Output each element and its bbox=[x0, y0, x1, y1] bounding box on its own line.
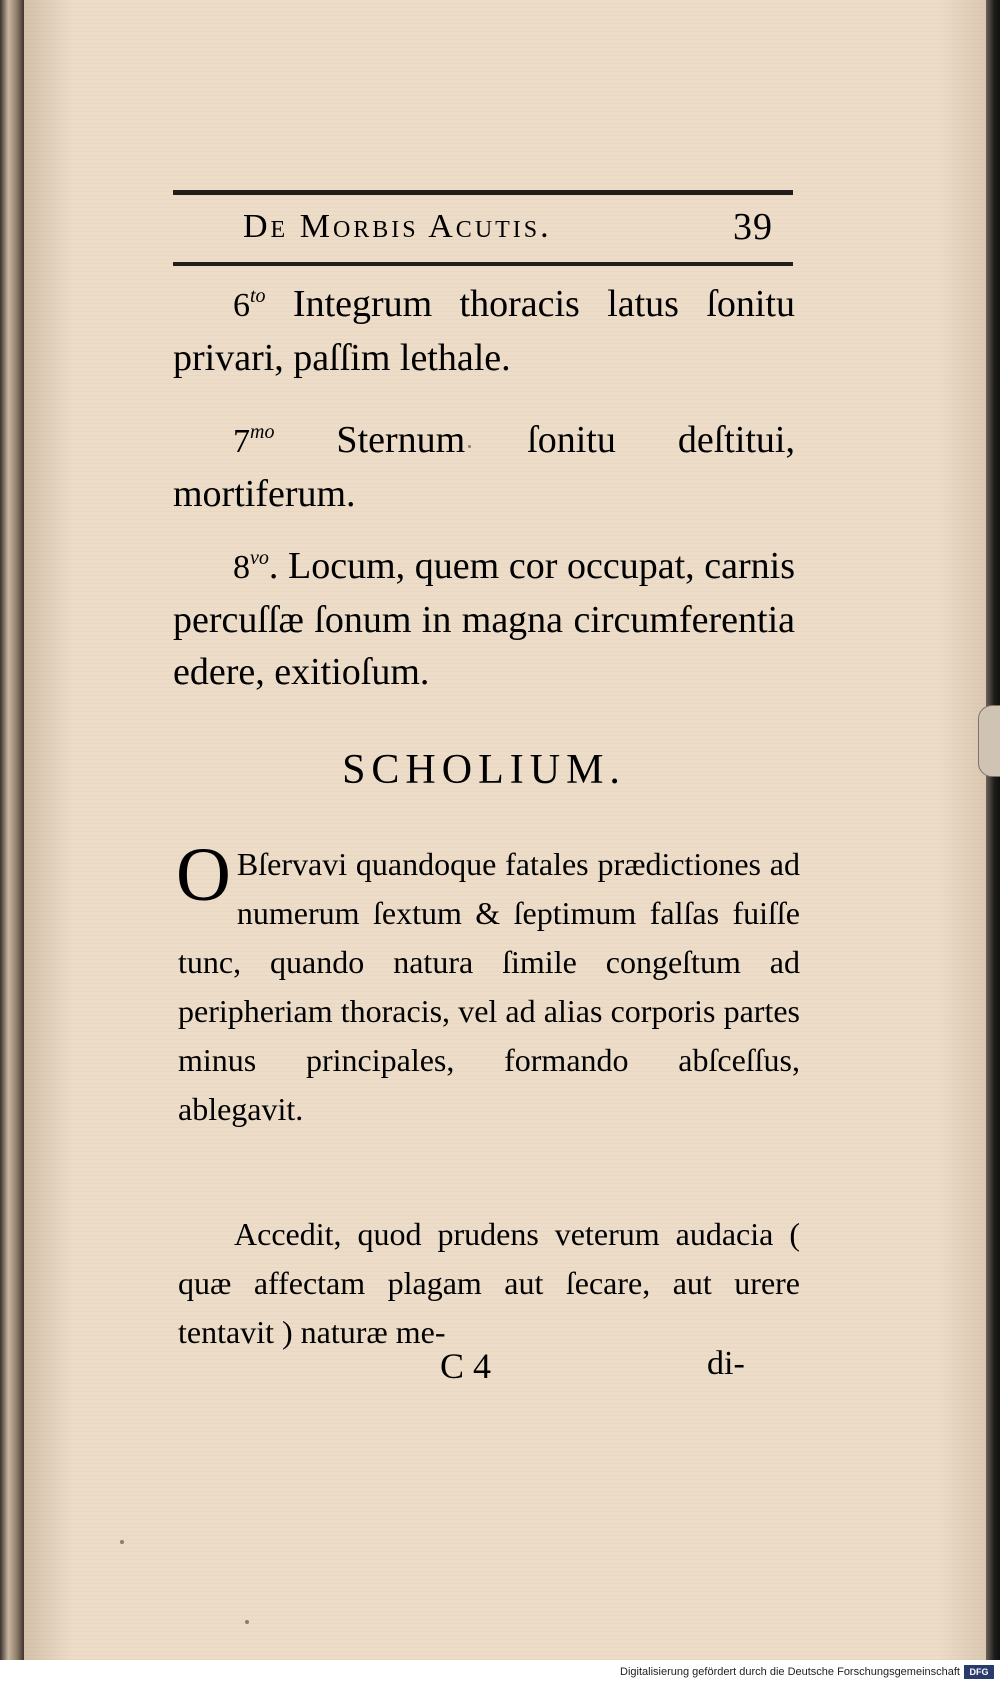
paragraph-8vo bbox=[173, 532, 795, 698]
page-clip-tab bbox=[978, 705, 1000, 777]
signature-mark: C 4 bbox=[440, 1346, 492, 1386]
paragraph-text: Bſervavi quandoque fatales prædictiones ad numerum ſextum & ſeptimum falſas fuiſſe tunc, quando natura ſimile congeſtum ad peripheriam thoracis, vel ad alias corporis partes minus principales, formando abſceſſus, ablegavit. bbox=[178, 846, 800, 1127]
dfg-logo: DFG bbox=[964, 1665, 994, 1679]
paragraph-text: Accedit, quod prudens veterum audacia ( quæ affectam plagam aut ſecare, aut urere tentavit ) naturæ me- bbox=[178, 1216, 800, 1350]
running-title: De Morbis Acutis. bbox=[243, 208, 552, 245]
header-rule-bottom bbox=[173, 262, 793, 266]
paper-speck bbox=[245, 1620, 249, 1624]
scholium-heading: SCHOLIUM. bbox=[342, 747, 626, 793]
running-head bbox=[173, 200, 793, 254]
ordinal-suffix: mo bbox=[250, 421, 275, 443]
paragraph-7mo bbox=[173, 406, 795, 520]
book-edge-right bbox=[986, 0, 1000, 1660]
ordinal: 7 bbox=[233, 423, 250, 460]
ordinal: 6 bbox=[233, 287, 250, 324]
scholium-paragraph-1 bbox=[176, 833, 800, 1134]
page-number: 39 bbox=[733, 206, 773, 248]
ordinal-suffix: to bbox=[250, 285, 266, 307]
paragraph-6to bbox=[173, 270, 795, 384]
ordinal: 8 bbox=[233, 549, 250, 586]
catchword: di- bbox=[707, 1345, 745, 1382]
paragraph-text: . Locum, quem cor occupat, carnis percuſſæ ſonum in magna circumferentia edere, exitioſum. bbox=[173, 545, 795, 693]
drop-cap: O bbox=[176, 833, 231, 917]
footer-bar bbox=[0, 1660, 1000, 1686]
book-spine-left bbox=[0, 0, 24, 1660]
paragraph-text: Sternum ſonitu deſtitui, mortiferum. bbox=[173, 419, 795, 515]
paper-speck bbox=[120, 1540, 124, 1544]
scholium-paragraph-2 bbox=[178, 1210, 800, 1357]
paragraph-text: Integrum thoracis latus ſonitu privari, paſſim lethale. bbox=[173, 283, 795, 379]
header-rule-top bbox=[173, 190, 793, 195]
ordinal-suffix: vo bbox=[250, 547, 269, 569]
footer-credit: Digitalisierung gefördert durch die Deutsche Forschungsgemeinschaft bbox=[620, 1666, 960, 1678]
